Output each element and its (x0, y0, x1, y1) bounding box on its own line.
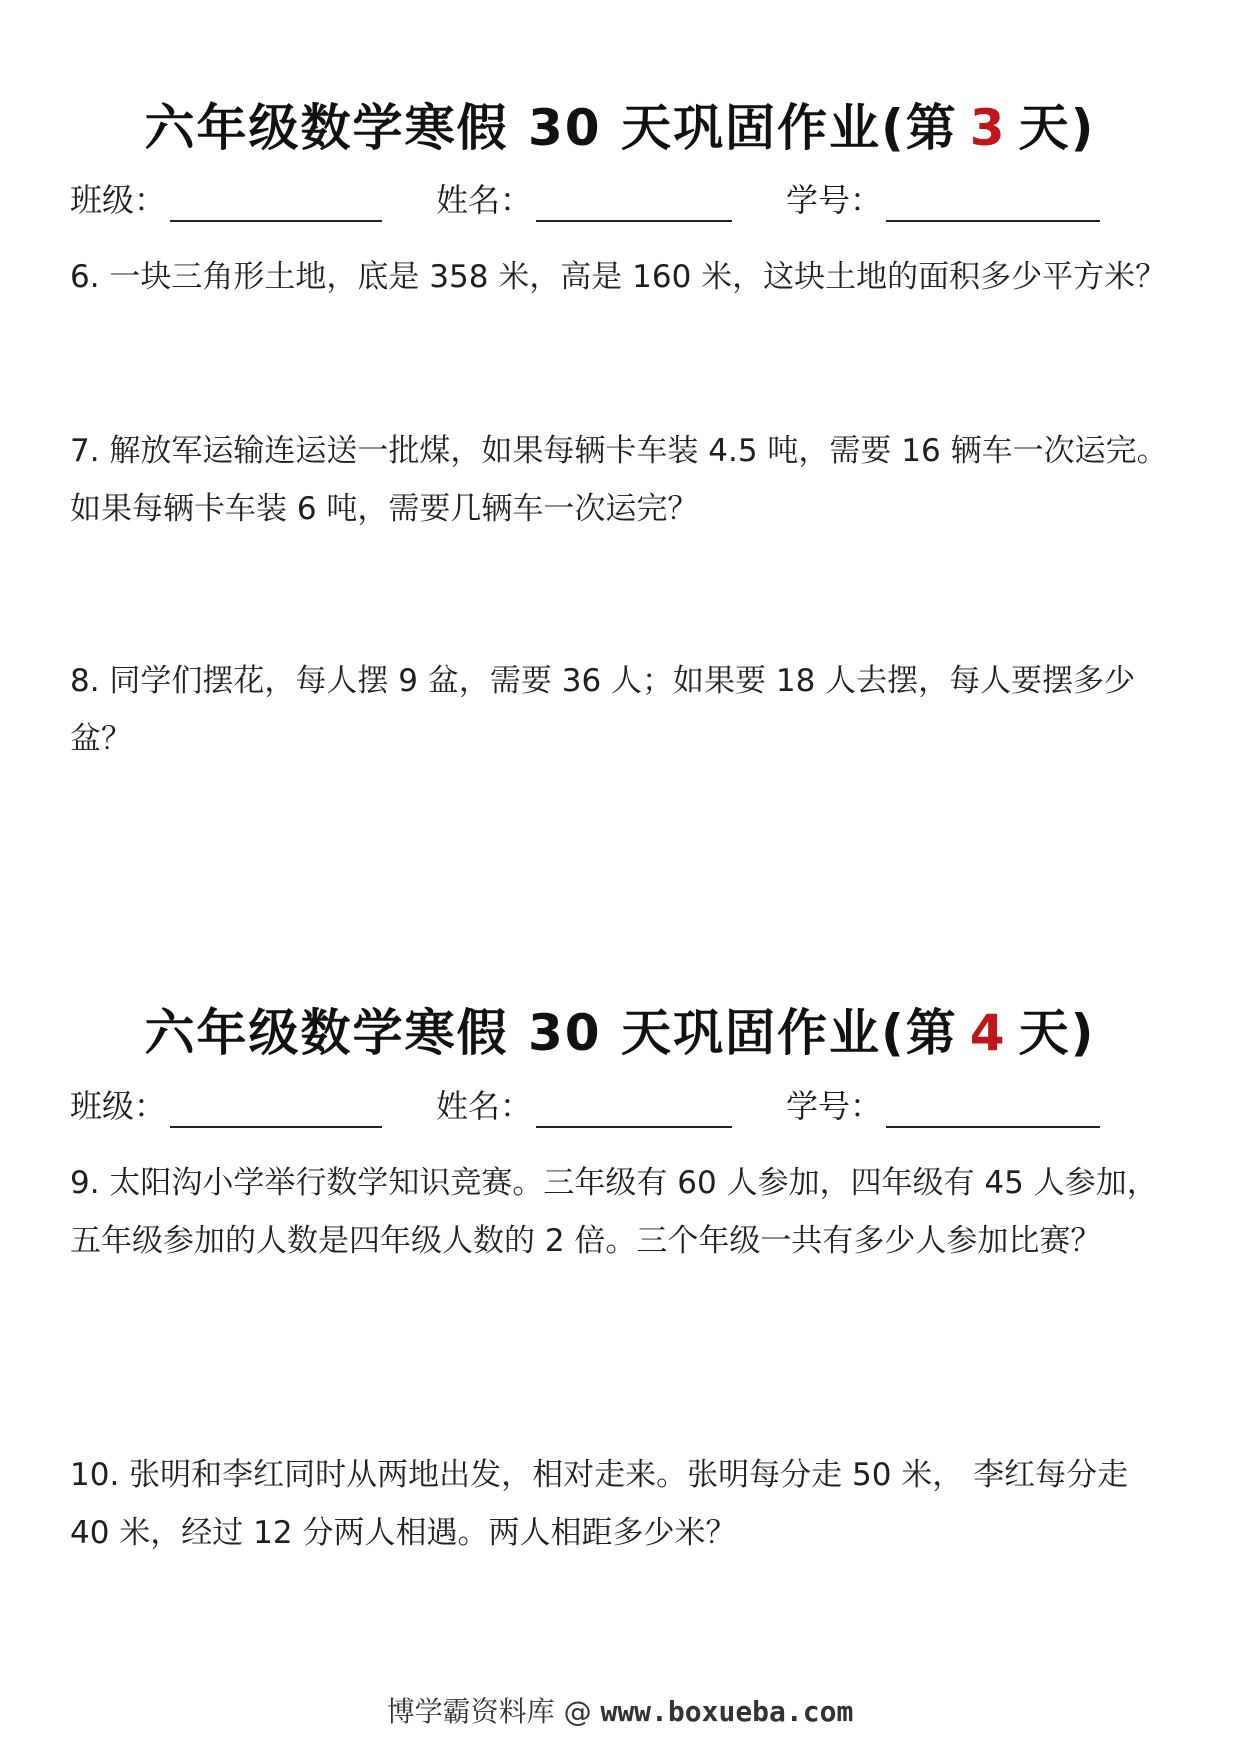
title-prefix: 六年级数学寒假 30 天巩固作业(第 (144, 99, 958, 157)
number-label: 学号： (786, 1087, 883, 1125)
question-line: 6. 一块三角形土地，底是 358 米，高是 160 米，这块土地的面积多少平方米？ (70, 259, 1167, 295)
name-blank[interactable] (536, 1094, 732, 1128)
question-line: 40 米，经过 12 分两人相遇。两人相距多少米？ (70, 1515, 737, 1551)
name-label: 姓名： (436, 1087, 533, 1125)
class-field (70, 178, 382, 222)
name-label: 姓名： (436, 181, 533, 219)
question-line: 盆？ (70, 721, 132, 757)
day-number: 3 (969, 99, 1007, 157)
number-blank[interactable] (886, 188, 1100, 222)
class-label: 班级： (70, 1087, 167, 1125)
section-1-title (0, 88, 1240, 160)
name-field (436, 178, 732, 222)
question-line: 8. 同学们摆花，每人摆 9 盆，需要 36 人；如果要 18 人去摆，每人要摆多少 (70, 663, 1136, 699)
section-2-title (0, 993, 1240, 1065)
question-8 (70, 652, 1180, 768)
title-suffix: 天) (1018, 1004, 1096, 1062)
question-10 (70, 1446, 1180, 1562)
class-label: 班级： (70, 181, 167, 219)
number-field (786, 1084, 1100, 1128)
footer-at: @ (563, 1695, 592, 1728)
name-blank[interactable] (536, 188, 732, 222)
question-line: 7. 解放军运输连运送一批煤，如果每辆卡车装 4.5 吨，需要 16 辆车一次运完。 (70, 433, 1168, 469)
question-7 (70, 422, 1180, 538)
question-line: 10. 张明和李红同时从两地出发，相对走来。张明每分走 50 米， 李红每分走 (70, 1457, 1129, 1493)
footer-site: www.boxueba.com (600, 1695, 854, 1728)
question-6 (70, 248, 1180, 306)
day-number: 4 (969, 1004, 1007, 1062)
class-field (70, 1084, 382, 1128)
question-line: 9. 太阳沟小学举行数学知识竞赛。三年级有 60 人参加，四年级有 45 人参加， (70, 1165, 1158, 1201)
number-blank[interactable] (886, 1094, 1100, 1128)
number-field (786, 178, 1100, 222)
student-info-row (70, 178, 1180, 222)
title-suffix: 天) (1018, 99, 1096, 157)
footer-watermark (0, 1690, 1240, 1730)
question-line: 如果每辆卡车装 6 吨，需要几辆车一次运完？ (70, 491, 699, 527)
class-blank[interactable] (170, 1094, 382, 1128)
footer-brand: 博学霸资料库 (386, 1695, 555, 1728)
student-info-row (70, 1084, 1180, 1128)
question-9 (70, 1154, 1180, 1270)
class-blank[interactable] (170, 188, 382, 222)
number-label: 学号： (786, 181, 883, 219)
question-line: 五年级参加的人数是四年级人数的 2 倍。三个年级一共有多少人参加比赛？ (70, 1223, 1102, 1259)
name-field (436, 1084, 732, 1128)
title-prefix: 六年级数学寒假 30 天巩固作业(第 (144, 1004, 958, 1062)
